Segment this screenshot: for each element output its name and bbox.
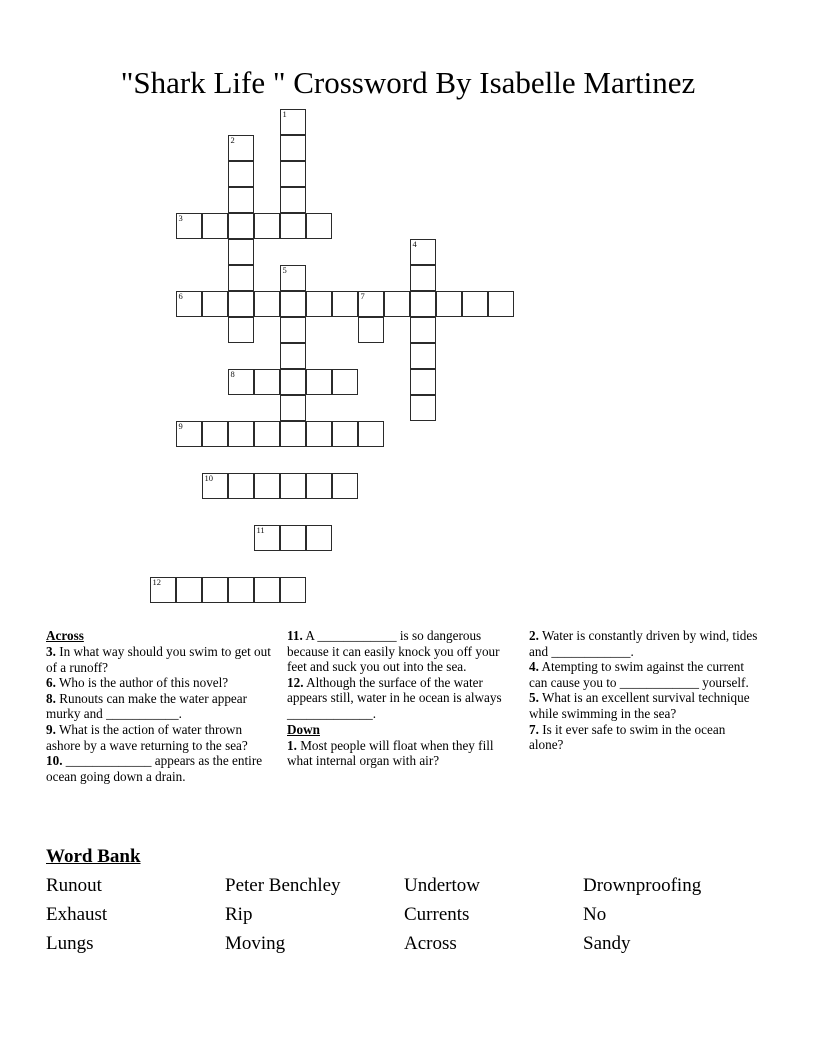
crossword-cell[interactable]: [410, 291, 436, 317]
crossword-cell[interactable]: [410, 343, 436, 369]
crossword-cell[interactable]: [254, 369, 280, 395]
page-title: "Shark Life " Crossword By Isabelle Martinez: [120, 64, 696, 100]
crossword-cell[interactable]: [280, 343, 306, 369]
crossword-cell[interactable]: [280, 577, 306, 603]
word-bank-word: Sandy: [583, 933, 631, 954]
clue-number: 7.: [529, 721, 539, 737]
clues-column-2: [287, 628, 529, 769]
crossword-cell[interactable]: [280, 109, 306, 135]
cell-number: 6: [178, 291, 183, 301]
crossword-cell[interactable]: [280, 473, 306, 499]
cell-number: 3: [178, 213, 183, 223]
clues-column-3: [529, 628, 770, 753]
crossword-cell[interactable]: [358, 317, 384, 343]
crossword-cell[interactable]: [384, 291, 410, 317]
crossword-cell[interactable]: [254, 577, 280, 603]
clue-across-8: [46, 691, 275, 722]
word-bank-list: [46, 871, 786, 958]
word-bank-word: Currents: [404, 904, 470, 925]
crossword-cell[interactable]: [228, 577, 254, 603]
clue-number: 11.: [287, 628, 303, 643]
clues-section: [46, 628, 770, 784]
word-bank-word: Undertow: [404, 875, 480, 896]
crossword-cell[interactable]: [254, 421, 280, 447]
crossword-cell[interactable]: [228, 291, 254, 317]
crossword-cell[interactable]: [254, 213, 280, 239]
clue-number: 1.: [287, 737, 297, 753]
clue-across-9: [46, 722, 275, 753]
clue-text: What is an excellent survival technique while swimming in the sea?: [529, 690, 750, 721]
crossword-cell[interactable]: [358, 291, 384, 317]
clue-text: Is it ever safe to swim in the ocean alone?: [529, 721, 726, 753]
cell-number: 9: [178, 421, 183, 431]
crossword-cell[interactable]: [488, 291, 514, 317]
clue-number: 8.: [46, 690, 56, 706]
crossword-cell[interactable]: [228, 135, 254, 161]
crossword-cell[interactable]: [332, 291, 358, 317]
crossword-cell[interactable]: [254, 525, 280, 551]
crossword-cell[interactable]: [228, 161, 254, 187]
crossword-cell[interactable]: [280, 421, 306, 447]
word-bank-word: Peter Benchley: [225, 875, 341, 896]
crossword-cell[interactable]: [462, 291, 488, 317]
cell-number: 5: [282, 265, 287, 275]
cell-number: 10: [204, 473, 213, 483]
clue-text: Water is constantly driven by wind, tides and ____________.: [529, 628, 758, 659]
clue-across-10: [46, 753, 275, 784]
cell-number: 11: [256, 525, 265, 535]
clue-down-2: [529, 628, 758, 659]
crossword-cell[interactable]: [410, 369, 436, 395]
crossword-cell[interactable]: [306, 369, 332, 395]
clue-number: 5.: [529, 690, 539, 706]
clue-down-4: [529, 659, 758, 690]
cell-number: 2: [230, 135, 235, 145]
crossword-cell[interactable]: [306, 213, 332, 239]
word-bank-word: No: [583, 904, 607, 925]
cell-number: 1: [282, 109, 287, 119]
clue-text: Runouts can make the water appear murky and ___________.: [46, 690, 248, 722]
clue-text: _____________ appears as the entire ocean going down a drain.: [46, 753, 263, 784]
crossword-cell[interactable]: [202, 213, 228, 239]
crossword-cell[interactable]: [202, 421, 228, 447]
crossword-cell[interactable]: [228, 369, 254, 395]
clue-number: 6.: [46, 675, 56, 691]
word-bank-word: Runout: [46, 875, 102, 896]
crossword-cell[interactable]: [410, 395, 436, 421]
word-bank-heading: Word Bank: [46, 846, 141, 867]
crossword-cell[interactable]: [228, 265, 254, 291]
crossword-cell[interactable]: [280, 161, 306, 187]
clue-down-5: [529, 690, 758, 721]
crossword-cell[interactable]: [202, 291, 228, 317]
crossword-cell[interactable]: [306, 473, 332, 499]
clue-text: What is the action of water thrown ashore by a wave returning to the sea?: [46, 721, 248, 753]
crossword-cell[interactable]: [202, 577, 228, 603]
crossword-cell[interactable]: [306, 291, 332, 317]
clue-down-1: [287, 738, 517, 769]
cell-number: 7: [360, 291, 365, 301]
crossword-cell[interactable]: [228, 473, 254, 499]
clue-across-11: [287, 628, 517, 675]
crossword-cell[interactable]: [280, 291, 306, 317]
crossword-cell[interactable]: [306, 421, 332, 447]
crossword-cell[interactable]: [410, 265, 436, 291]
clue-text: A ____________ is so dangerous because it can easily knock you off your feet and suck you out into the sea.: [287, 628, 500, 675]
clue-number: 12.: [287, 674, 304, 690]
clue-number: 10.: [46, 753, 63, 769]
word-bank-word: Moving: [225, 933, 286, 954]
down-heading: Down: [287, 721, 320, 737]
crossword-cell[interactable]: [332, 473, 358, 499]
clues-column-1: [46, 628, 287, 784]
crossword-cell[interactable]: [280, 187, 306, 213]
crossword-cell[interactable]: [176, 213, 202, 239]
crossword-cell[interactable]: [280, 317, 306, 343]
crossword-cell[interactable]: [176, 291, 202, 317]
cell-number: 8: [230, 369, 235, 379]
clue-number: 9.: [46, 721, 56, 737]
clue-text: Most people will float when they fill what internal organ with air?: [287, 737, 494, 769]
crossword-cell[interactable]: [176, 421, 202, 447]
crossword-cell[interactable]: [254, 291, 280, 317]
word-bank-word: Lungs: [46, 933, 94, 954]
crossword-cell[interactable]: [280, 525, 306, 551]
clue-text: Who is the author of this novel?: [58, 675, 229, 691]
clue-text: Although the surface of the water appears still, water in he ocean is always _____________.: [287, 674, 502, 721]
crossword-cell[interactable]: [332, 369, 358, 395]
clue-number: 3.: [46, 644, 56, 659]
crossword-cell[interactable]: [228, 421, 254, 447]
clue-down-7: [529, 722, 758, 753]
crossword-cell[interactable]: [176, 577, 202, 603]
crossword-cell[interactable]: [280, 265, 306, 291]
word-bank-word: Drownproofing: [583, 875, 702, 896]
crossword-cell[interactable]: [410, 317, 436, 343]
word-bank-word: Rip: [225, 904, 253, 925]
crossword-cell[interactable]: [150, 577, 176, 603]
word-bank-section: [46, 845, 786, 958]
crossword-cell[interactable]: [280, 369, 306, 395]
crossword-cell[interactable]: [280, 213, 306, 239]
crossword-cell[interactable]: [358, 421, 384, 447]
crossword-cell[interactable]: [410, 239, 436, 265]
crossword-cell[interactable]: [306, 525, 332, 551]
clue-across-3: [46, 644, 275, 675]
crossword-cell[interactable]: [436, 291, 462, 317]
clue-across-6: [46, 675, 275, 691]
crossword-cell[interactable]: [228, 317, 254, 343]
clue-text: Atempting to swim against the current can cause you to ____________ yourself.: [529, 659, 749, 690]
cell-number: 4: [412, 239, 417, 249]
crossword-cell[interactable]: [228, 187, 254, 213]
clue-across-12: [287, 675, 517, 722]
clue-number: 4.: [529, 659, 539, 675]
clue-text: In what way should you swim to get out of a runoff?: [46, 644, 271, 675]
crossword-cell[interactable]: [228, 239, 254, 265]
crossword-cell[interactable]: [280, 395, 306, 421]
word-bank-word: Across: [404, 933, 457, 954]
across-heading: Across: [46, 628, 84, 643]
crossword-cell[interactable]: [202, 473, 228, 499]
crossword-cell[interactable]: [332, 421, 358, 447]
crossword-cell[interactable]: [228, 213, 254, 239]
crossword-cell[interactable]: [280, 135, 306, 161]
clue-number: 2.: [529, 628, 539, 643]
word-bank-word: Exhaust: [46, 904, 108, 925]
cell-number: 12: [152, 577, 161, 587]
crossword-cell[interactable]: [254, 473, 280, 499]
